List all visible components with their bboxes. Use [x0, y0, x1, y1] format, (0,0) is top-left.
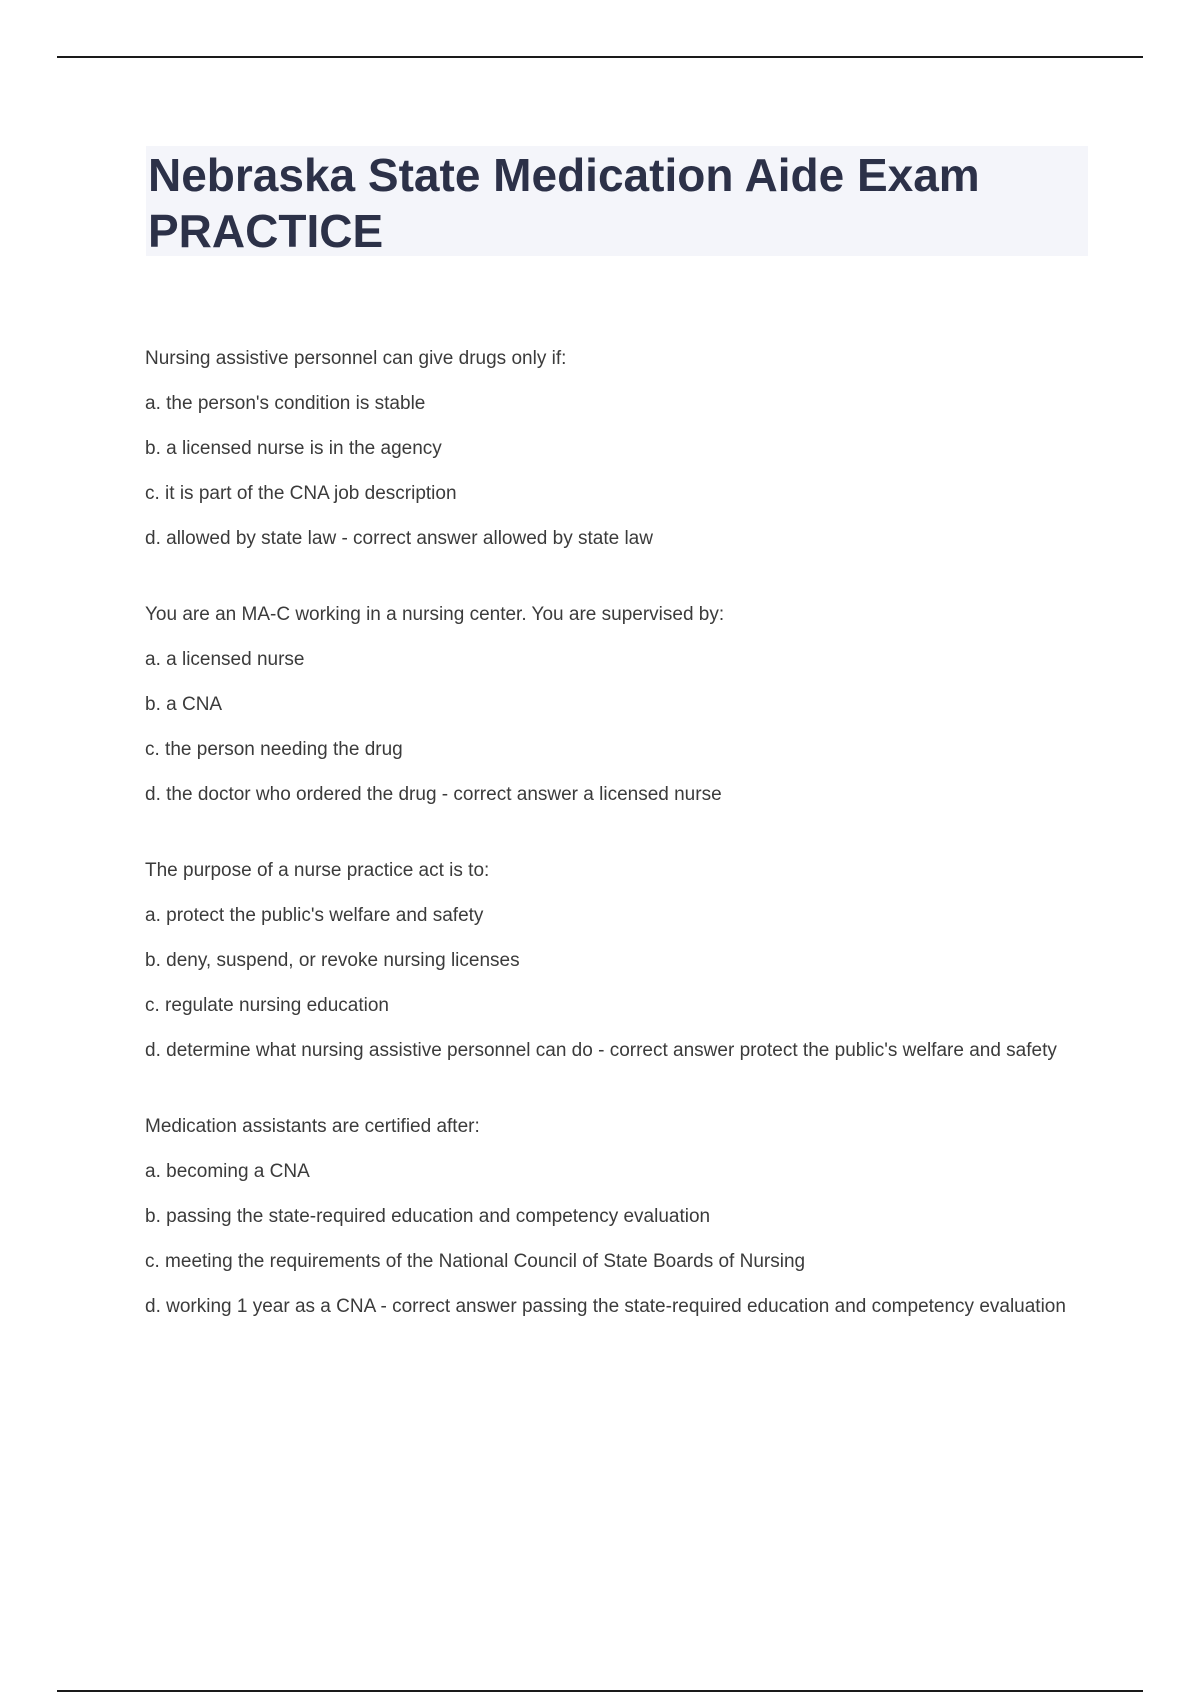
answer-option: d. the doctor who ordered the drug - correct answer a licensed nurse: [145, 784, 722, 805]
answer-option: a. becoming a CNA: [145, 1161, 310, 1182]
answer-option: b. a licensed nurse is in the agency: [145, 438, 442, 459]
answer-option: c. meeting the requirements of the National Council of State Boards of Nursing: [145, 1251, 806, 1272]
question-3: [145, 857, 1095, 1065]
title-banner: [146, 146, 1088, 256]
question-4: [145, 1113, 1095, 1321]
question-prompt: Nursing assistive personnel can give drugs only if:: [145, 348, 567, 369]
question-list: [145, 345, 1095, 1369]
top-rule: [57, 56, 1143, 58]
answer-option: c. regulate nursing education: [145, 995, 389, 1016]
question-1: [145, 345, 1095, 553]
question-2: [145, 601, 1095, 809]
answer-option: d. determine what nursing assistive personnel can do - correct answer protect the public's welfare and safety: [145, 1040, 1057, 1061]
title-line-2: PRACTICE: [148, 205, 384, 257]
title-line-1: Nebraska State Medication Aide Exam: [148, 149, 980, 201]
question-prompt: Medication assistants are certified after:: [145, 1116, 480, 1137]
question-prompt: The purpose of a nurse practice act is to:: [145, 860, 490, 881]
question-prompt: You are an MA-C working in a nursing center. You are supervised by:: [145, 604, 725, 625]
page-title: [148, 146, 1088, 259]
answer-option: a. the person's condition is stable: [145, 393, 426, 414]
answer-option: c. the person needing the drug: [145, 739, 403, 760]
answer-option: b. passing the state-required education and competency evaluation: [145, 1206, 711, 1227]
answer-option: a. protect the public's welfare and safety: [145, 905, 484, 926]
answer-option: d. working 1 year as a CNA - correct answer passing the state-required education and competency evaluation: [145, 1296, 1066, 1317]
bottom-rule: [57, 1690, 1143, 1692]
answer-option: d. allowed by state law - correct answer allowed by state law: [145, 528, 653, 549]
answer-option: a. a licensed nurse: [145, 649, 305, 670]
answer-option: b. a CNA: [145, 694, 223, 715]
answer-option: b. deny, suspend, or revoke nursing licenses: [145, 950, 520, 971]
answer-option: c. it is part of the CNA job description: [145, 483, 457, 504]
